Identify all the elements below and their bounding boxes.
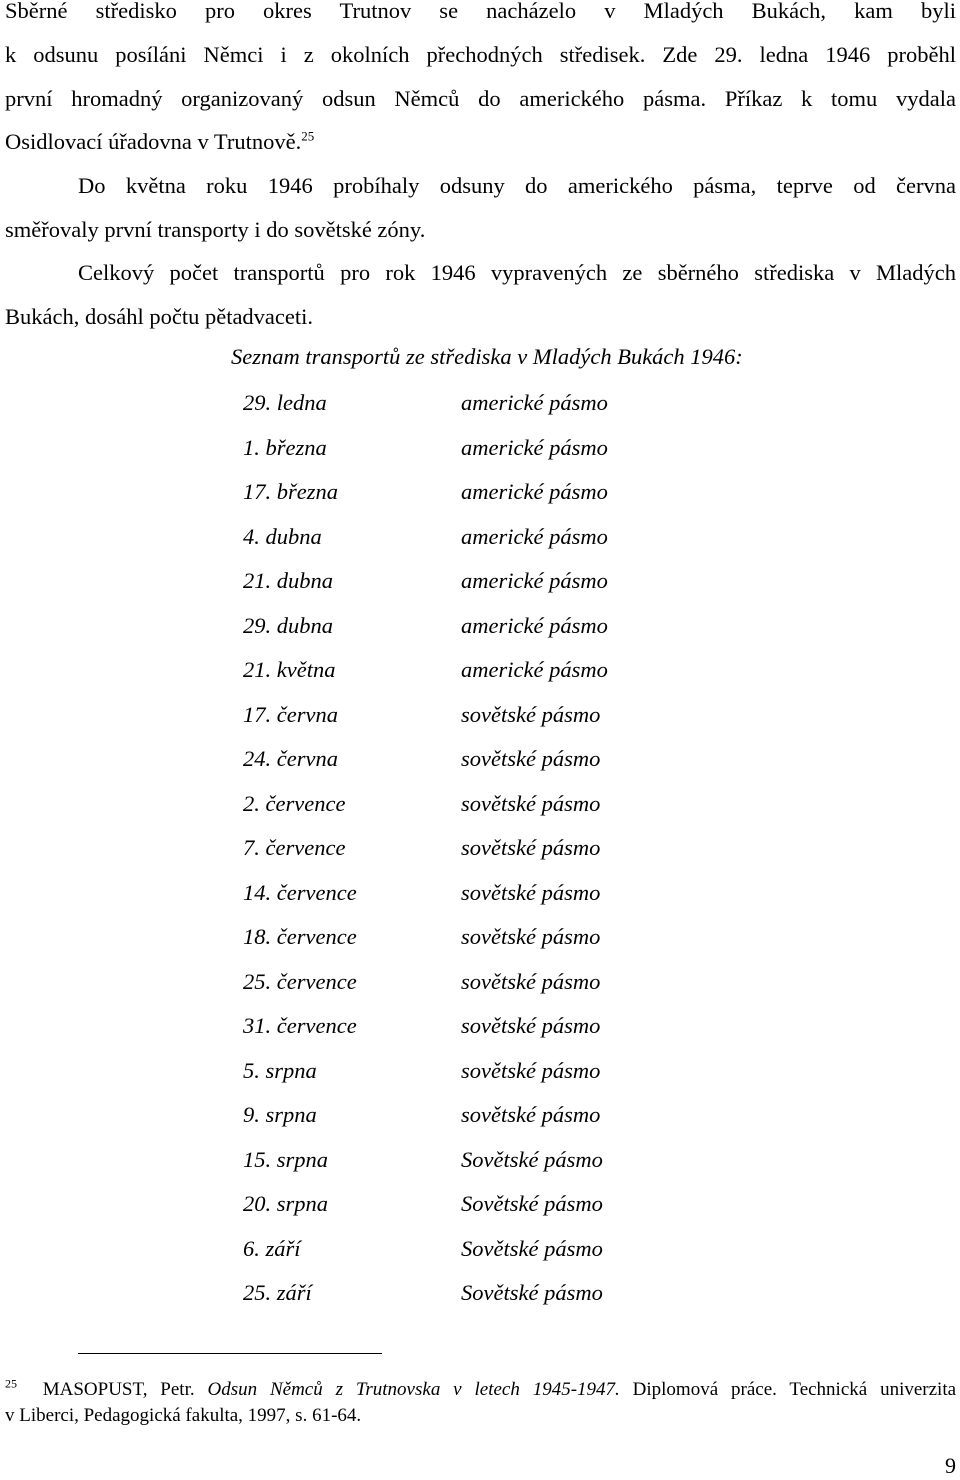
paragraph-2-line-2: směřovaly první transporty i do sovětské zóny. [5,217,426,242]
transport-date: 17. června [243,701,338,727]
footnote-reference[interactable]: 25 [301,128,315,144]
transport-date: 1. března [243,434,327,460]
transport-date: 25. července [243,968,357,994]
footnote-number: 25 [5,1376,17,1391]
transport-date: 2. července [243,790,346,816]
footnote-line-2: v Liberci, Pedagogická fakulta, 1997, s. 61-64. [5,1405,362,1426]
transport-zone: sovětské pásmo [461,1057,601,1083]
transport-zone: americké pásmo [461,390,608,415]
transport-list-title: Seznam transportů ze střediska v Mladých Bukách 1946: [231,344,743,369]
transport-date: 24. června [243,746,338,771]
paragraph-2-line-1: Do května roku 1946 probíhaly odsuny do amerického pásma, teprve od června [78,173,956,198]
transport-date: 31. července [243,1013,357,1038]
transport-date: 14. července [243,879,357,905]
transport-zone: sovětské pásmo [461,701,601,727]
transport-date: 4. dubna [243,523,322,549]
paragraph-1-line-2: k odsunu posíláni Němci i z okolních přechodných středisek. Zde 29. ledna 1946 proběhl [5,42,956,67]
transport-zone: Sovětské pásmo [461,1235,603,1261]
transport-date: 25. září [243,1280,312,1305]
transport-zone: americké pásmo [461,612,608,638]
paragraph-1-line-4 [5,127,314,157]
transport-zone: sovětské pásmo [461,746,601,771]
transport-zone: sovětské pásmo [461,879,601,905]
transport-date: 20. srpna [243,1191,329,1216]
paragraph-1-line-3: první hromadný organizovaný odsun Němců do amerického pásma. Příkaz k tomu vydala [5,86,956,111]
transport-zone: Sovětské pásmo [461,1280,603,1305]
footnote-line-1 [5,1378,956,1402]
transport-date: 15. srpna [243,1146,329,1172]
footnote-rest: Diplomová práce. Technická univerzita [632,1379,957,1400]
transport-zone: sovětské pásmo [461,1102,601,1127]
transport-date: 17. března [243,479,338,504]
transport-zone: sovětské pásmo [461,835,601,860]
page-number: 9 [945,1453,956,1478]
footnote-separator [78,1353,382,1354]
transport-zone: Sovětské pásmo [461,1146,603,1172]
transport-date: 21. května [243,657,336,682]
transport-zone: americké pásmo [461,434,608,460]
transport-zone: americké pásmo [461,568,608,593]
transport-zone: americké pásmo [461,657,608,682]
transport-zone: sovětské pásmo [461,968,601,994]
transport-date: 21. dubna [243,568,333,593]
transport-date: 18. července [243,924,357,949]
transport-zone: americké pásmo [461,479,608,504]
paragraph-1-line-1: Sběrné středisko pro okres Trutnov se nacházelo v Mladých Bukách, kam byli [5,0,956,23]
transport-date: 9. srpna [243,1102,317,1127]
footnote-title: Odsun Němců z Trutnovska v letech 1945-1947. [207,1379,620,1400]
transport-date: 5. srpna [243,1057,317,1083]
transport-zone: americké pásmo [461,523,608,549]
transport-date: 6. září [243,1235,301,1261]
transport-zone: sovětské pásmo [461,790,601,816]
transport-date: 29. dubna [243,612,333,638]
transport-zone: sovětské pásmo [461,1013,601,1038]
paragraph-3-line-2: Bukách, dosáhl počtu pětadvaceti. [5,304,314,329]
paragraph-3-line-1: Celkový počet transportů pro rok 1946 vypravených ze sběrného střediska v Mladých [78,260,956,285]
transport-date: 7. července [243,835,346,860]
transport-zone: Sovětské pásmo [461,1191,603,1216]
transport-zone: sovětské pásmo [461,924,601,949]
paragraph-1-line-4-text: Osidlovací úřadovna v Trutnově. [5,129,302,154]
footnote-author: MASOPUST, Petr. [42,1379,195,1400]
transport-date: 29. ledna [243,390,327,415]
